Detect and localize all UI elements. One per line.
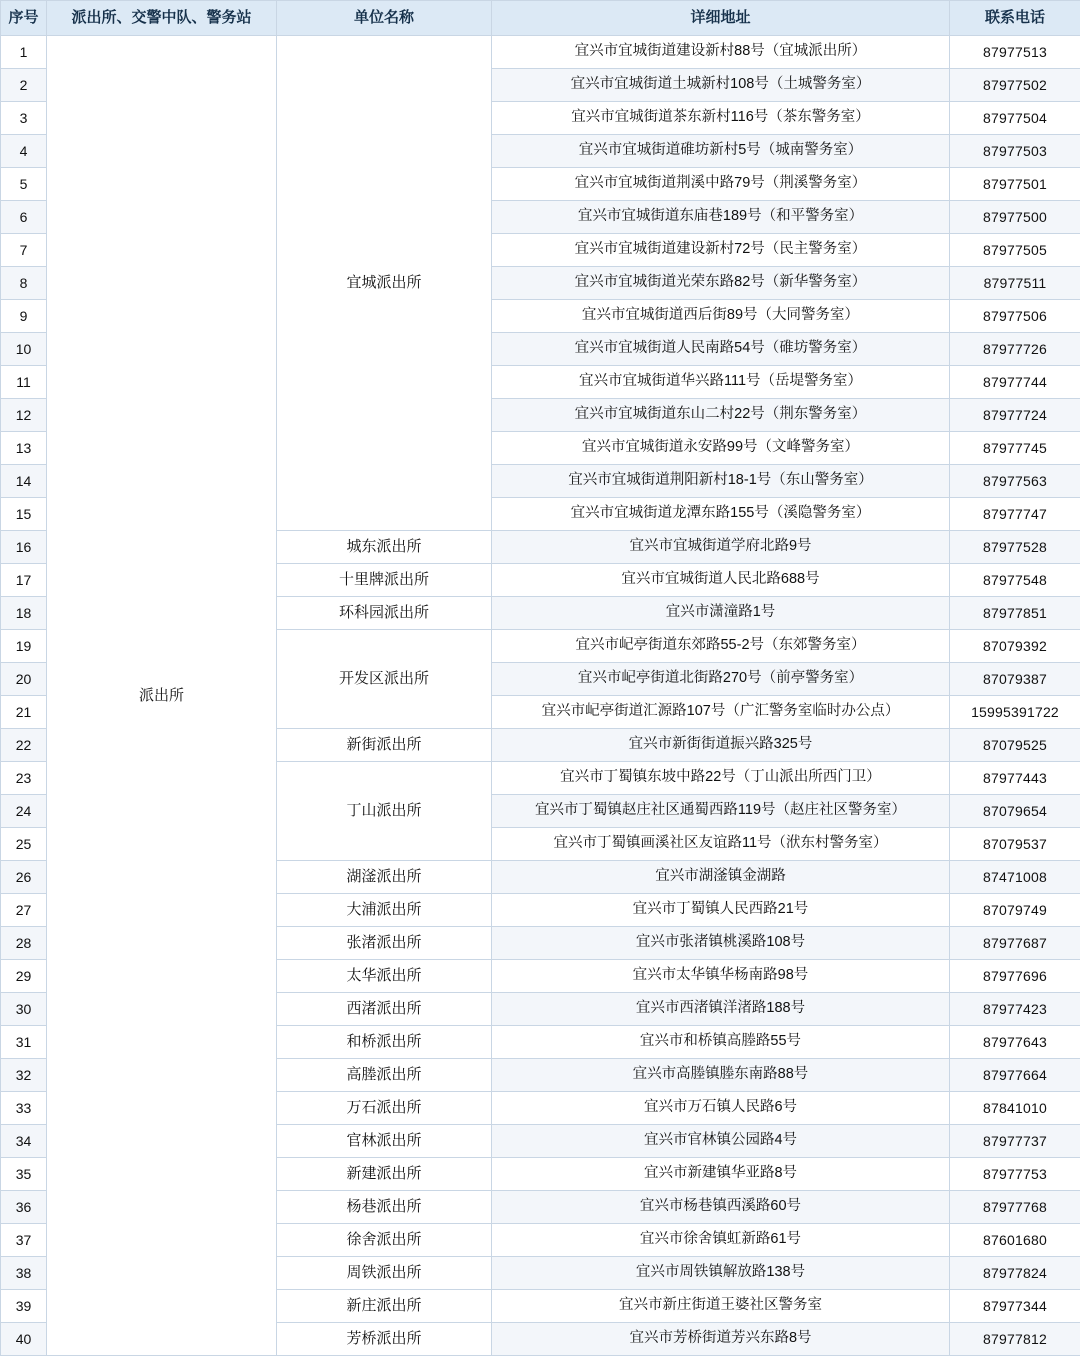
- cell-address: 宜兴市宜城街道建设新村88号（宜城派出所）: [492, 36, 950, 69]
- cell-phone: 87977501: [950, 168, 1080, 201]
- cell-address: 宜兴市丁蜀镇赵庄社区通蜀西路119号（赵庄社区警务室）: [492, 795, 950, 828]
- cell-phone: 87977511: [950, 267, 1080, 300]
- cell-phone: 87977505: [950, 234, 1080, 267]
- cell-phone: 87977528: [950, 531, 1080, 564]
- cell-sequence: 21: [1, 696, 47, 729]
- cell-phone: 87977423: [950, 993, 1080, 1026]
- cell-phone: 87977744: [950, 366, 1080, 399]
- cell-phone: 87977502: [950, 69, 1080, 102]
- table-header: [1, 1, 1080, 36]
- cell-sequence: 14: [1, 465, 47, 498]
- cell-address: 宜兴市丁蜀镇画溪社区友谊路11号（洑东村警务室）: [492, 828, 950, 861]
- cell-sequence: 25: [1, 828, 47, 861]
- cell-sequence: 8: [1, 267, 47, 300]
- cell-phone: 87079387: [950, 663, 1080, 696]
- cell-phone: 87977643: [950, 1026, 1080, 1059]
- cell-sequence: 10: [1, 333, 47, 366]
- cell-sequence: 37: [1, 1224, 47, 1257]
- cell-phone: 87977747: [950, 498, 1080, 531]
- cell-unit-name: 新建派出所: [277, 1158, 492, 1191]
- cell-unit-name: 芳桥派出所: [277, 1323, 492, 1356]
- cell-sequence: 38: [1, 1257, 47, 1290]
- table-row: [1, 36, 1080, 69]
- cell-address: 宜兴市和桥镇高塍路55号: [492, 1026, 950, 1059]
- cell-sequence: 26: [1, 861, 47, 894]
- cell-sequence: 6: [1, 201, 47, 234]
- cell-sequence: 5: [1, 168, 47, 201]
- cell-phone: 87079654: [950, 795, 1080, 828]
- cell-address: 宜兴市丁蜀镇东坡中路22号（丁山派出所西门卫）: [492, 762, 950, 795]
- cell-unit-name: 杨巷派出所: [277, 1191, 492, 1224]
- cell-sequence: 4: [1, 135, 47, 168]
- cell-unit-name: 大浦派出所: [277, 894, 492, 927]
- cell-sequence: 12: [1, 399, 47, 432]
- cell-sequence: 11: [1, 366, 47, 399]
- cell-phone: 87977687: [950, 927, 1080, 960]
- cell-address: 宜兴市屺亭街道东郊路55-2号（东郊警务室）: [492, 630, 950, 663]
- cell-phone: 87977724: [950, 399, 1080, 432]
- cell-phone: 87977504: [950, 102, 1080, 135]
- cell-phone: 87079537: [950, 828, 1080, 861]
- cell-sequence: 13: [1, 432, 47, 465]
- cell-unit-name: 徐舍派出所: [277, 1224, 492, 1257]
- cell-address: 宜兴市周铁镇解放路138号: [492, 1257, 950, 1290]
- cell-address: 宜兴市宜城街道西后街89号（大同警务室）: [492, 300, 950, 333]
- cell-phone: 87977563: [950, 465, 1080, 498]
- cell-unit-name: 周铁派出所: [277, 1257, 492, 1290]
- cell-unit-name: 新庄派出所: [277, 1290, 492, 1323]
- cell-unit-name: 高塍派出所: [277, 1059, 492, 1092]
- cell-address: 宜兴市西渚镇洋渚路188号: [492, 993, 950, 1026]
- cell-address: 宜兴市新建镇华亚路8号: [492, 1158, 950, 1191]
- cell-address: 宜兴市宜城街道东山二村22号（荆东警务室）: [492, 399, 950, 432]
- cell-unit-name: 环科园派出所: [277, 597, 492, 630]
- cell-phone: 87977824: [950, 1257, 1080, 1290]
- cell-address: 宜兴市宜城街道人民北路688号: [492, 564, 950, 597]
- cell-sequence: 36: [1, 1191, 47, 1224]
- cell-address: 宜兴市官林镇公园路4号: [492, 1125, 950, 1158]
- cell-address: 宜兴市宜城街道学府北路9号: [492, 531, 950, 564]
- cell-address: 宜兴市屺亭街道汇源路107号（广汇警务室临时办公点）: [492, 696, 950, 729]
- cell-phone: 87977443: [950, 762, 1080, 795]
- cell-address: 宜兴市宜城街道人民南路54号（碓坊警务室）: [492, 333, 950, 366]
- cell-phone: 87977812: [950, 1323, 1080, 1356]
- cell-sequence: 28: [1, 927, 47, 960]
- cell-phone: 87977768: [950, 1191, 1080, 1224]
- cell-unit-name: 西渚派出所: [277, 993, 492, 1026]
- cell-unit-name: 万石派出所: [277, 1092, 492, 1125]
- cell-address: 宜兴市宜城街道龙潭东路155号（溪隐警务室）: [492, 498, 950, 531]
- cell-sequence: 31: [1, 1026, 47, 1059]
- cell-sequence: 29: [1, 960, 47, 993]
- cell-phone: 87977503: [950, 135, 1080, 168]
- cell-address: 宜兴市宜城街道茶东新村116号（茶东警务室）: [492, 102, 950, 135]
- cell-sequence: 33: [1, 1092, 47, 1125]
- cell-unit-name: 湖滏派出所: [277, 861, 492, 894]
- cell-address: 宜兴市宜城街道东庙巷189号（和平警务室）: [492, 201, 950, 234]
- cell-sequence: 16: [1, 531, 47, 564]
- cell-phone: 87977753: [950, 1158, 1080, 1191]
- cell-address: 宜兴市屺亭街道北街路270号（前亭警务室）: [492, 663, 950, 696]
- cell-sequence: 40: [1, 1323, 47, 1356]
- cell-unit-name: 和桥派出所: [277, 1026, 492, 1059]
- cell-phone: 87977500: [950, 201, 1080, 234]
- cell-unit-name: 官林派出所: [277, 1125, 492, 1158]
- cell-sequence: 18: [1, 597, 47, 630]
- cell-unit-name: 新街派出所: [277, 729, 492, 762]
- cell-sequence: 27: [1, 894, 47, 927]
- cell-address: 宜兴市新街街道振兴路325号: [492, 729, 950, 762]
- table-body: [1, 36, 1080, 1356]
- cell-phone: 87977664: [950, 1059, 1080, 1092]
- cell-phone: 87079392: [950, 630, 1080, 663]
- cell-unit-name: 张渚派出所: [277, 927, 492, 960]
- cell-address: 宜兴市宜城街道华兴路111号（岳堤警务室）: [492, 366, 950, 399]
- cell-address: 宜兴市高塍镇塍东南路88号: [492, 1059, 950, 1092]
- cell-sequence: 19: [1, 630, 47, 663]
- cell-address: 宜兴市宜城街道建设新村72号（民主警务室）: [492, 234, 950, 267]
- cell-phone: 87977696: [950, 960, 1080, 993]
- cell-address: 宜兴市宜城街道光荣东路82号（新华警务室）: [492, 267, 950, 300]
- cell-sequence: 2: [1, 69, 47, 102]
- cell-phone: 87977548: [950, 564, 1080, 597]
- cell-unit-name: 城东派出所: [277, 531, 492, 564]
- cell-unit-name: 宜城派出所: [277, 36, 492, 531]
- cell-sequence: 35: [1, 1158, 47, 1191]
- cell-sequence: 39: [1, 1290, 47, 1323]
- cell-sequence: 24: [1, 795, 47, 828]
- cell-sequence: 9: [1, 300, 47, 333]
- cell-phone: 87977745: [950, 432, 1080, 465]
- header-address: 详细地址: [492, 1, 950, 36]
- cell-address: 宜兴市宜城街道荆阳新村18-1号（东山警务室）: [492, 465, 950, 498]
- header-unit: 单位名称: [277, 1, 492, 36]
- cell-address: 宜兴市宜城街道土城新村108号（土城警务室）: [492, 69, 950, 102]
- cell-phone: 87977726: [950, 333, 1080, 366]
- cell-address: 宜兴市湖滏镇金湖路: [492, 861, 950, 894]
- cell-sequence: 7: [1, 234, 47, 267]
- cell-phone: 87079525: [950, 729, 1080, 762]
- cell-sequence: 1: [1, 36, 47, 69]
- cell-address: 宜兴市丁蜀镇人民西路21号: [492, 894, 950, 927]
- cell-sequence: 20: [1, 663, 47, 696]
- cell-address: 宜兴市新庄街道王婆社区警务室: [492, 1290, 950, 1323]
- header-type: 派出所、交警中队、警务站: [47, 1, 277, 36]
- cell-unit-name: 开发区派出所: [277, 630, 492, 729]
- cell-address: 宜兴市徐舍镇虹新路61号: [492, 1224, 950, 1257]
- cell-sequence: 32: [1, 1059, 47, 1092]
- cell-station-category: 派出所: [47, 36, 277, 1356]
- cell-sequence: 22: [1, 729, 47, 762]
- header-phone: 联系电话: [950, 1, 1080, 36]
- cell-phone: 87977851: [950, 597, 1080, 630]
- cell-address: 宜兴市宜城街道荆溪中路79号（荆溪警务室）: [492, 168, 950, 201]
- cell-address: 宜兴市万石镇人民路6号: [492, 1092, 950, 1125]
- cell-phone: 87079749: [950, 894, 1080, 927]
- cell-unit-name: 丁山派出所: [277, 762, 492, 861]
- cell-address: 宜兴市宜城街道永安路99号（文峰警务室）: [492, 432, 950, 465]
- cell-phone: 87977344: [950, 1290, 1080, 1323]
- cell-address: 宜兴市宜城街道碓坊新村5号（城南警务室）: [492, 135, 950, 168]
- cell-address: 宜兴市张渚镇桃溪路108号: [492, 927, 950, 960]
- cell-sequence: 17: [1, 564, 47, 597]
- cell-phone: 87601680: [950, 1224, 1080, 1257]
- cell-address: 宜兴市芳桥街道芳兴东路8号: [492, 1323, 950, 1356]
- cell-sequence: 3: [1, 102, 47, 135]
- cell-address: 宜兴市杨巷镇西溪路60号: [492, 1191, 950, 1224]
- cell-phone: 87841010: [950, 1092, 1080, 1125]
- cell-sequence: 23: [1, 762, 47, 795]
- cell-sequence: 30: [1, 993, 47, 1026]
- cell-sequence: 15: [1, 498, 47, 531]
- cell-sequence: 34: [1, 1125, 47, 1158]
- cell-phone: 87977737: [950, 1125, 1080, 1158]
- header-seq: 序号: [1, 1, 47, 36]
- cell-unit-name: 太华派出所: [277, 960, 492, 993]
- cell-phone: 87471008: [950, 861, 1080, 894]
- header-row: [1, 1, 1080, 36]
- cell-phone: 87977513: [950, 36, 1080, 69]
- cell-phone: 15995391722: [950, 696, 1080, 729]
- cell-unit-name: 十里牌派出所: [277, 564, 492, 597]
- cell-address: 宜兴市潇潼路1号: [492, 597, 950, 630]
- cell-address: 宜兴市太华镇华杨南路98号: [492, 960, 950, 993]
- cell-phone: 87977506: [950, 300, 1080, 333]
